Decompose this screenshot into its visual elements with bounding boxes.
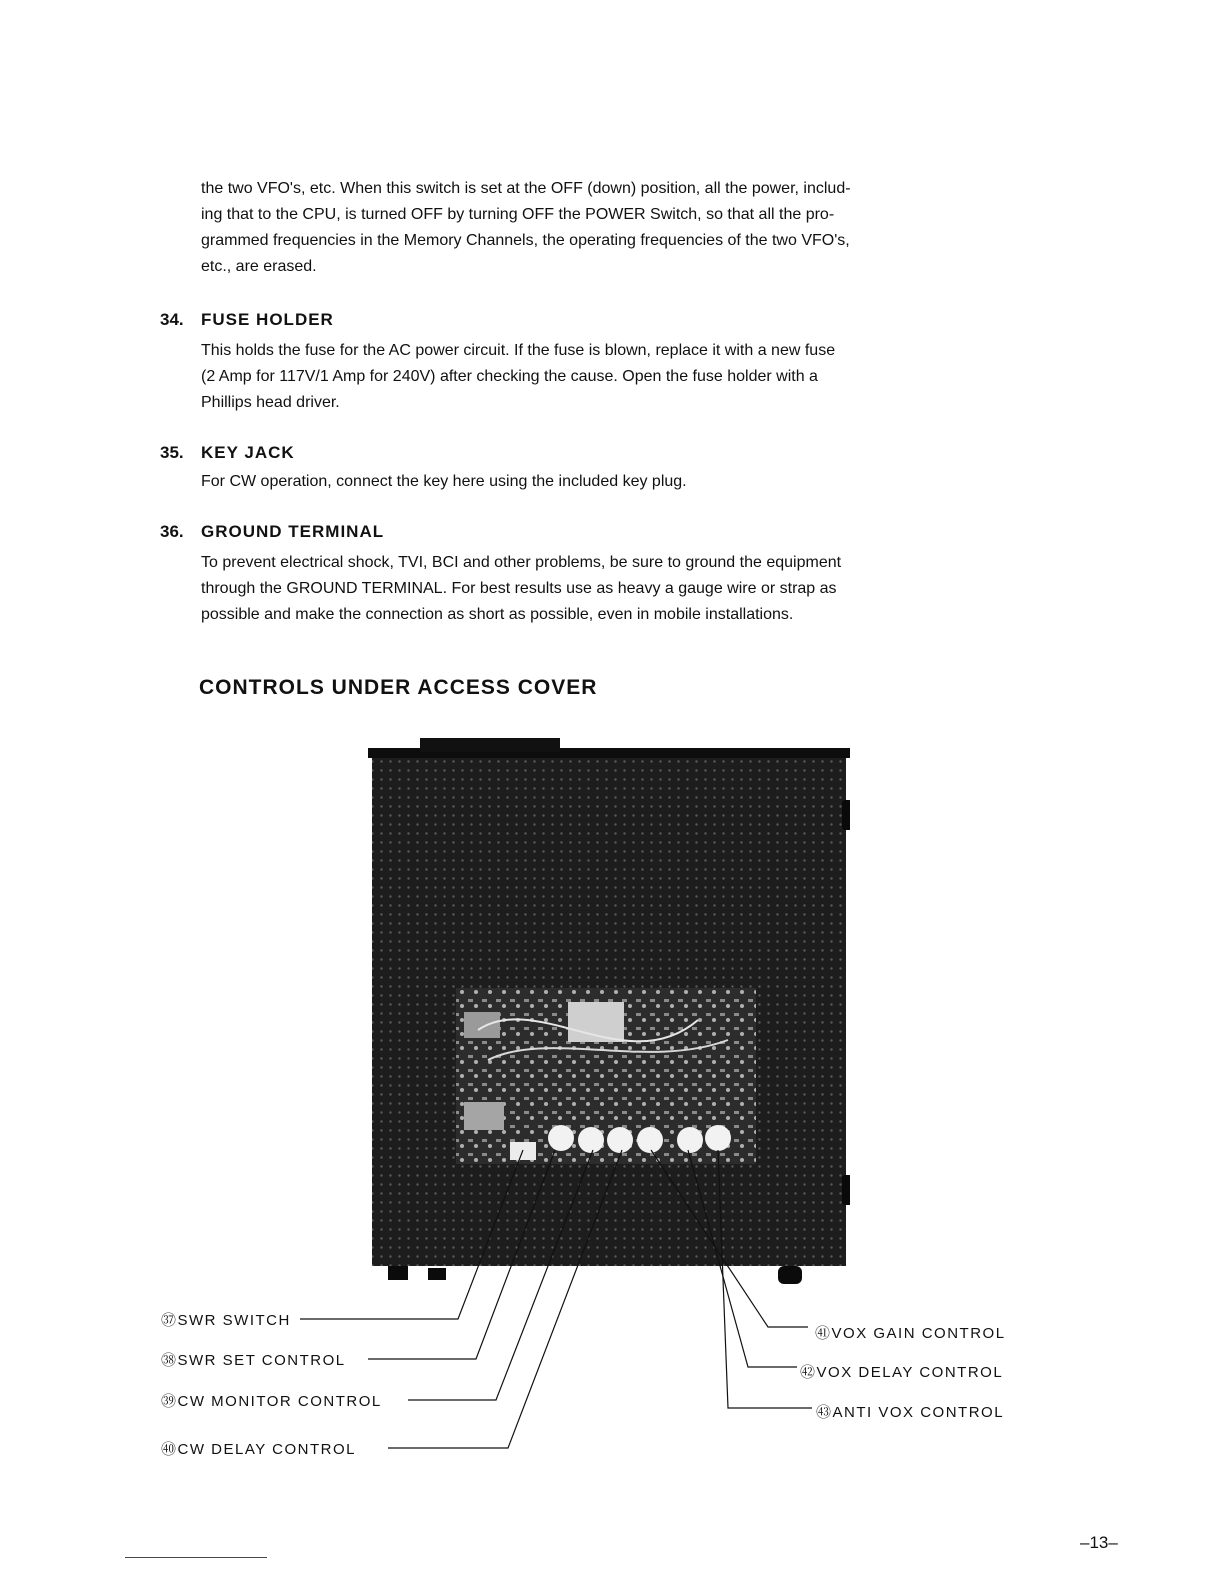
callout-number: ㊴ xyxy=(161,1393,178,1410)
item-body-key-jack xyxy=(201,469,1041,495)
callout-number: ㊸ xyxy=(816,1404,833,1421)
body-line: (2 Amp for 117V/1 Amp for 240V) after checking the cause. Open the fuse holder with a xyxy=(201,368,818,385)
item-number: 35. xyxy=(160,443,184,462)
trimmer-knob xyxy=(548,1125,574,1151)
callout-number: ㊳ xyxy=(161,1352,178,1369)
body-line: Phillips head driver. xyxy=(201,394,340,411)
intro-line: ing that to the CPU, is turned OFF by turning OFF the POWER Switch, so that all the pro- xyxy=(201,206,835,223)
callout-label: CW MONITOR CONTROL xyxy=(177,1393,382,1410)
item-number: 36. xyxy=(160,522,184,541)
body-line: through the GROUND TERMINAL. For best results use as heavy a gauge wire or strap as xyxy=(201,580,837,597)
callout-vox-delay-control xyxy=(800,1361,1003,1382)
item-heading-fuse-holder: FUSE HOLDER xyxy=(201,310,334,329)
body-line: possible and make the connection as short as possible, even in mobile installations. xyxy=(201,606,794,623)
footer-rule xyxy=(125,1557,267,1558)
item-number: 34. xyxy=(160,310,184,329)
intro-line: the two VFO's, etc. When this switch is set at the OFF (down) position, all the power, includ- xyxy=(201,180,851,197)
callout-label: VOX GAIN CONTROL xyxy=(831,1325,1006,1342)
body-line: This holds the fuse for the AC power circuit. If the fuse is blown, replace it with a new fuse xyxy=(201,342,836,359)
callout-label: ANTI VOX CONTROL xyxy=(832,1404,1005,1421)
trimmer-knob xyxy=(677,1127,703,1153)
callout-swr-switch xyxy=(161,1309,291,1330)
callout-label: SWR SWITCH xyxy=(177,1312,291,1329)
intro-line: etc., are erased. xyxy=(201,258,317,275)
callout-number: ㊵ xyxy=(161,1441,178,1458)
callout-label: VOX DELAY CONTROL xyxy=(816,1364,1004,1381)
callout-number: ㊲ xyxy=(161,1312,178,1329)
callout-cw-monitor-control xyxy=(161,1390,382,1411)
section-title: CONTROLS UNDER ACCESS COVER xyxy=(199,676,598,699)
radio-access-cover-photo xyxy=(368,730,850,1285)
side-handle-top xyxy=(842,800,850,830)
page-number: –13– xyxy=(1080,1533,1118,1552)
trimmer-knob xyxy=(637,1127,663,1153)
callout-label: SWR SET CONTROL xyxy=(177,1352,346,1369)
item-heading-key-jack: KEY JACK xyxy=(201,443,295,462)
swr-switch xyxy=(510,1142,536,1160)
callout-vox-gain-control xyxy=(815,1322,1006,1343)
callout-anti-vox-control xyxy=(816,1401,1004,1422)
callout-cw-delay-control xyxy=(161,1438,356,1459)
callout-number: ㊷ xyxy=(800,1364,817,1381)
body-line: For CW operation, connect the key here using the included key plug. xyxy=(201,473,687,490)
side-handle-bottom xyxy=(842,1175,850,1205)
trimmer-knob xyxy=(578,1127,604,1153)
item-body-ground-terminal xyxy=(201,550,1041,628)
intro-line: grammed frequencies in the Memory Channels, the operating frequencies of the two VFO's, xyxy=(201,232,850,249)
trimmer-knob xyxy=(607,1127,633,1153)
item-heading-ground-terminal: GROUND TERMINAL xyxy=(201,522,385,541)
callout-swr-set-control xyxy=(161,1349,346,1370)
callout-number: ㊶ xyxy=(815,1325,832,1342)
intro-paragraph xyxy=(201,176,1041,280)
item-body-fuse-holder xyxy=(201,338,1041,416)
body-line: To prevent electrical shock, TVI, BCI and other problems, be sure to ground the equipment xyxy=(201,554,842,571)
trimmer-knob xyxy=(705,1125,731,1151)
callout-label: CW DELAY CONTROL xyxy=(177,1441,356,1458)
